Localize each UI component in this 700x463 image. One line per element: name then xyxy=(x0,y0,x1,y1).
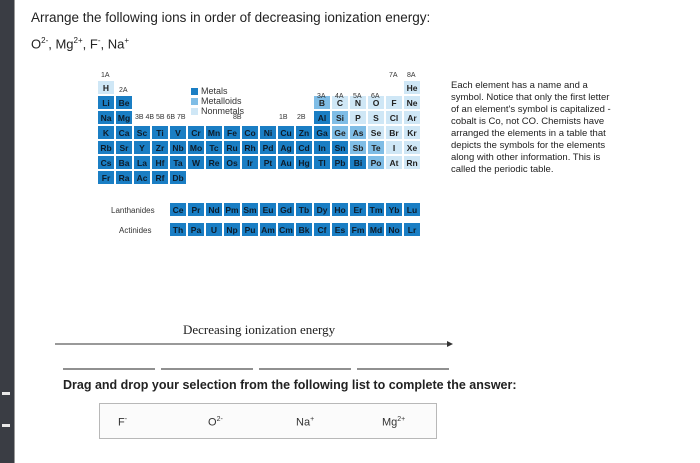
element-cm: Cm xyxy=(277,222,295,237)
taskbar-mark xyxy=(2,392,10,395)
element-k: K xyxy=(97,125,115,140)
element-la: La xyxy=(133,155,151,170)
choices-bank xyxy=(99,403,437,439)
element-in: In xyxy=(313,140,331,155)
periodic-table-image xyxy=(87,62,447,302)
element-ar: Ar xyxy=(403,110,421,125)
legend-swatch xyxy=(191,98,198,105)
element-f: F xyxy=(385,95,403,110)
choice-na-charge: + xyxy=(310,416,315,423)
element-lr: Lr xyxy=(403,222,421,237)
element-p: P xyxy=(349,110,367,125)
element-nd: Nd xyxy=(205,202,223,217)
element-ra: Ra xyxy=(115,170,133,185)
element-yb: Yb xyxy=(385,202,403,217)
element-o: O xyxy=(367,95,385,110)
element-be: Be xyxy=(115,95,133,110)
element-si: Si xyxy=(331,110,349,125)
element-ta: Ta xyxy=(169,155,187,170)
element-li: Li xyxy=(97,95,115,110)
element-tb: Tb xyxy=(295,202,313,217)
element-ho: Ho xyxy=(331,202,349,217)
element-es: Es xyxy=(331,222,349,237)
element-pr: Pr xyxy=(187,202,205,217)
element-er: Er xyxy=(349,202,367,217)
legend-label: Metalloids xyxy=(201,96,242,106)
element-sb: Sb xyxy=(349,140,367,155)
element-co: Co xyxy=(241,125,259,140)
legend-metalloids xyxy=(191,96,242,106)
element-ir: Ir xyxy=(241,155,259,170)
group-label-8a: 8A xyxy=(407,72,416,79)
element-y: Y xyxy=(133,140,151,155)
element-cs: Cs xyxy=(97,155,115,170)
element-at: At xyxy=(385,155,403,170)
element-ga: Ga xyxy=(313,125,331,140)
drag-instruction: Drag and drop your selection from the following list to complete the answer: xyxy=(63,378,517,392)
element-np: Np xyxy=(223,222,241,237)
element-db: Db xyxy=(169,170,187,185)
element-tm: Tm xyxy=(367,202,385,217)
element-zn: Zn xyxy=(295,125,313,140)
element-zr: Zr xyxy=(151,140,169,155)
element-as: As xyxy=(349,125,367,140)
element-lu: Lu xyxy=(403,202,421,217)
element-fr: Fr xyxy=(97,170,115,185)
legend-swatch xyxy=(191,88,198,95)
element-po: Po xyxy=(367,155,385,170)
choice-f-base: F xyxy=(118,416,125,429)
element-xe: Xe xyxy=(403,140,421,155)
periodic-table-description: Each element has a name and a symbol. Notice that only the first letter of an element's symbol is capitalized - cobalt is Co, not CO. Chemists have arranged the elements in a table that depicts the symbols for the elements along with other information. This is called the periodic table. xyxy=(451,80,611,175)
element-rb: Rb xyxy=(97,140,115,155)
group-label-5a: 5A xyxy=(353,93,362,100)
element-pa: Pa xyxy=(187,222,205,237)
element-rh: Rh xyxy=(241,140,259,155)
ions-list xyxy=(31,36,129,51)
legend-nonmetals xyxy=(191,106,244,116)
choice-o-charge: 2- xyxy=(216,416,223,423)
element-cd: Cd xyxy=(295,140,313,155)
element-pu: Pu xyxy=(241,222,259,237)
element-ag: Ag xyxy=(277,140,295,155)
group-label-2b: 2B xyxy=(297,114,306,121)
element-nb: Nb xyxy=(169,140,187,155)
ion-f-charge: - xyxy=(97,36,101,45)
answer-slots[interactable] xyxy=(63,368,453,370)
element-cf: Cf xyxy=(313,222,331,237)
element-br: Br xyxy=(385,125,403,140)
element-sn: Sn xyxy=(331,140,349,155)
ion-na-charge: + xyxy=(124,36,130,45)
element-mn: Mn xyxy=(205,125,223,140)
legend-label: Metals xyxy=(201,86,228,96)
choice-na[interactable] xyxy=(296,416,314,429)
choice-mg-base: Mg xyxy=(382,416,398,429)
element-ba: Ba xyxy=(115,155,133,170)
decreasing-label: Decreasing ionization energy xyxy=(183,322,336,337)
element-kr: Kr xyxy=(403,125,421,140)
ion-o: O xyxy=(31,36,42,52)
ion-mg: , Mg xyxy=(48,36,74,52)
element-bi: Bi xyxy=(349,155,367,170)
group-label-6a: 6A xyxy=(371,93,380,100)
group-label-1b: 1B xyxy=(279,114,288,121)
element-hf: Hf xyxy=(151,155,169,170)
legend-label: Nonmetals xyxy=(201,106,245,116)
choice-f[interactable] xyxy=(118,416,127,429)
element-md: Md xyxy=(367,222,385,237)
question-panel xyxy=(14,0,700,463)
decreasing-arrow xyxy=(55,340,453,348)
element-cr: Cr xyxy=(187,125,205,140)
choice-o-base: O xyxy=(208,416,217,429)
element-tl: Tl xyxy=(313,155,331,170)
element-ne: Ne xyxy=(403,95,421,110)
element-eu: Eu xyxy=(259,202,277,217)
element-ti: Ti xyxy=(151,125,169,140)
element-pm: Pm xyxy=(223,202,241,217)
element-mo: Mo xyxy=(187,140,205,155)
element-tc: Tc xyxy=(205,140,223,155)
element-mg: Mg xyxy=(115,110,133,125)
element-he: He xyxy=(403,80,421,95)
legend-swatch xyxy=(191,108,198,115)
ion-mg-charge: 2+ xyxy=(73,36,83,45)
group-label-3b-7b: 3B 4B 5B 6B 7B xyxy=(135,114,186,121)
element-rf: Rf xyxy=(151,170,169,185)
ion-o-charge: 2- xyxy=(41,36,49,45)
ion-f: , F xyxy=(82,36,98,52)
choice-mg-charge: 2+ xyxy=(397,416,406,423)
element-am: Am xyxy=(259,222,277,237)
element-te: Te xyxy=(367,140,385,155)
element-i: I xyxy=(385,140,403,155)
element-au: Au xyxy=(277,155,295,170)
element-u: U xyxy=(205,222,223,237)
element-th: Th xyxy=(169,222,187,237)
element-sc: Sc xyxy=(133,125,151,140)
left-taskbar xyxy=(0,0,14,463)
element-bk: Bk xyxy=(295,222,313,237)
element-hg: Hg xyxy=(295,155,313,170)
taskbar-mark xyxy=(2,424,10,427)
element-ce: Ce xyxy=(169,202,187,217)
group-label-1a: 1A xyxy=(101,72,110,79)
group-label-4a: 4A xyxy=(335,93,344,100)
element-pt: Pt xyxy=(259,155,277,170)
element-na: Na xyxy=(97,110,115,125)
element-sr: Sr xyxy=(115,140,133,155)
element-ca: Ca xyxy=(115,125,133,140)
question-prompt: Arrange the following ions in order of decreasing ionization energy: xyxy=(31,10,431,25)
group-label-2a: 2A xyxy=(119,87,128,94)
element-w: W xyxy=(187,155,205,170)
element-cu: Cu xyxy=(277,125,295,140)
actinides-label: Actinides xyxy=(119,226,152,235)
element-b: B xyxy=(313,95,331,110)
element-s: S xyxy=(367,110,385,125)
group-label-3a: 3A xyxy=(317,93,326,100)
legend-metals xyxy=(191,86,228,96)
element-h: H xyxy=(97,80,115,95)
choice-na-base: Na xyxy=(296,416,311,429)
ion-na: , Na xyxy=(100,36,125,52)
element-se: Se xyxy=(367,125,385,140)
element-os: Os xyxy=(223,155,241,170)
lanthanides-label: Lanthanides xyxy=(111,206,155,215)
element-gd: Gd xyxy=(277,202,295,217)
element-ru: Ru xyxy=(223,140,241,155)
element-al: Al xyxy=(313,110,331,125)
element-pb: Pb xyxy=(331,155,349,170)
group-label-7a: 7A xyxy=(389,72,398,79)
element-n: N xyxy=(349,95,367,110)
element-no: No xyxy=(385,222,403,237)
group-label-8b: 8B xyxy=(233,114,242,121)
element-fe: Fe xyxy=(223,125,241,140)
element-re: Re xyxy=(205,155,223,170)
element-cl: Cl xyxy=(385,110,403,125)
element-c: C xyxy=(331,95,349,110)
element-sm: Sm xyxy=(241,202,259,217)
element-rn: Rn xyxy=(403,155,421,170)
choice-f-charge: - xyxy=(124,416,128,423)
element-v: V xyxy=(169,125,187,140)
element-fm: Fm xyxy=(349,222,367,237)
element-dy: Dy xyxy=(313,202,331,217)
element-ni: Ni xyxy=(259,125,277,140)
element-ac: Ac xyxy=(133,170,151,185)
element-ge: Ge xyxy=(331,125,349,140)
element-pd: Pd xyxy=(259,140,277,155)
choice-mg[interactable] xyxy=(382,416,405,429)
choice-o[interactable] xyxy=(208,416,223,429)
